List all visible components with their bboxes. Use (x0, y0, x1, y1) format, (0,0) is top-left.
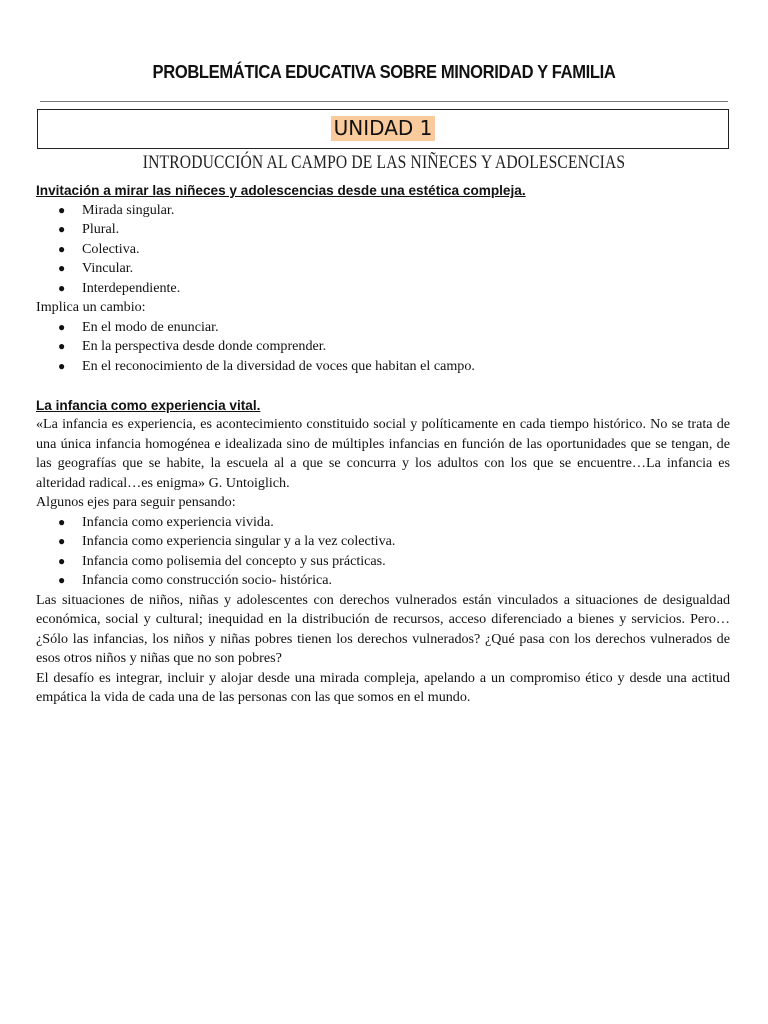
implica-text: Implica un cambio: (36, 299, 146, 315)
title-divider (40, 101, 728, 102)
bullet-icon: ● (58, 573, 66, 587)
list-item: ● Infancia como polisemia del concepto y sus prácticas. (36, 552, 730, 572)
list-item: ● En la perspectiva desde donde comprender. (36, 337, 730, 357)
bullet-icon: ● (58, 222, 66, 236)
document-title: PROBLEMÁTICA EDUCATIVA SOBRE MINORIDAD Y FAMILIA (152, 62, 616, 82)
unit-subtitle: INTRODUCCIÓN AL CAMPO DE LAS NIÑECES Y ADOLESCENCIAS (142, 152, 626, 173)
section-heading-infancia: La infancia como experiencia vital. (36, 397, 261, 413)
list-item: ● En el modo de enunciar. (36, 318, 730, 338)
bullet-icon: ● (58, 319, 66, 334)
document-body (36, 181, 730, 708)
list-item: ● Vincular. (36, 259, 730, 279)
bullet-icon: ● (58, 553, 66, 568)
spacer (36, 376, 730, 396)
ejes-intro: Algunos ejes para seguir pensando: (36, 494, 236, 510)
list-item: ● Infancia como experiencia vivida. (36, 513, 730, 533)
derechos-paragraph: Las situaciones de niños, niñas y adolescentes con derechos vulnerados están vinculados a situaciones de desigualdad económica, social y cultural; inequidad en la distribución de recursos, acceso diferenciado a bienes y servicios. Pero… ¿Sólo las infancias, los niños y niñas pobres tienen los derechos vulnerados? ¿Qué pasa con los derechos vulnerados de esos otros niños y niñas que no son pobres? (36, 591, 730, 666)
list-item: ● En el reconocimiento de la diversidad de voces que habitan el campo. (36, 357, 730, 377)
list-item: ● Mirada singular. (36, 201, 730, 221)
unit-label: UNIDAD 1 (331, 116, 436, 141)
bullet-icon: ● (58, 514, 66, 529)
quote-paragraph: «La infancia es experiencia, es acontecimiento constituido social y políticamente en cada tiempo histórico. No se trata de una única infancia homogénea e idealizada sino de múltiples infancias en función de las oportunidades que se tengan, de las geografías que se habite, la escuela al a que se concurra y los adultos con los que se encuentre…La infancia es alteridad radical…es enigma» G. Untoiglich. (36, 416, 730, 491)
bullet-icon: ● (58, 280, 66, 295)
bullet-icon: ● (58, 339, 66, 353)
desafio-paragraph: El desafío es integrar, incluir y alojar desde una mirada compleja, apelando a un compromiso ético y desde una actitud empática la vida de cada una de las personas con las que somos en el mundo. (36, 669, 730, 705)
bullet-icon: ● (58, 358, 66, 373)
bullet-icon: ● (58, 261, 66, 275)
list-item: ● Infancia como experiencia singular y a la vez colectiva. (36, 532, 730, 552)
miradas-list (36, 201, 730, 299)
bullet-icon: ● (58, 202, 66, 217)
section-heading-esteticas: Invitación a mirar las niñeces y adolescencias desde una estética compleja. (36, 183, 526, 198)
unit-box (37, 109, 729, 149)
list-item: ● Infancia como construcción socio- histórica. (36, 571, 730, 591)
list-item: ● Plural. (36, 220, 730, 240)
ejes-list (36, 513, 730, 591)
list-item: ● Interdependiente. (36, 279, 730, 299)
bullet-icon: ● (58, 534, 66, 548)
bullet-icon: ● (58, 241, 66, 256)
list-item: ● Colectiva. (36, 240, 730, 260)
cambio-list (36, 318, 730, 377)
